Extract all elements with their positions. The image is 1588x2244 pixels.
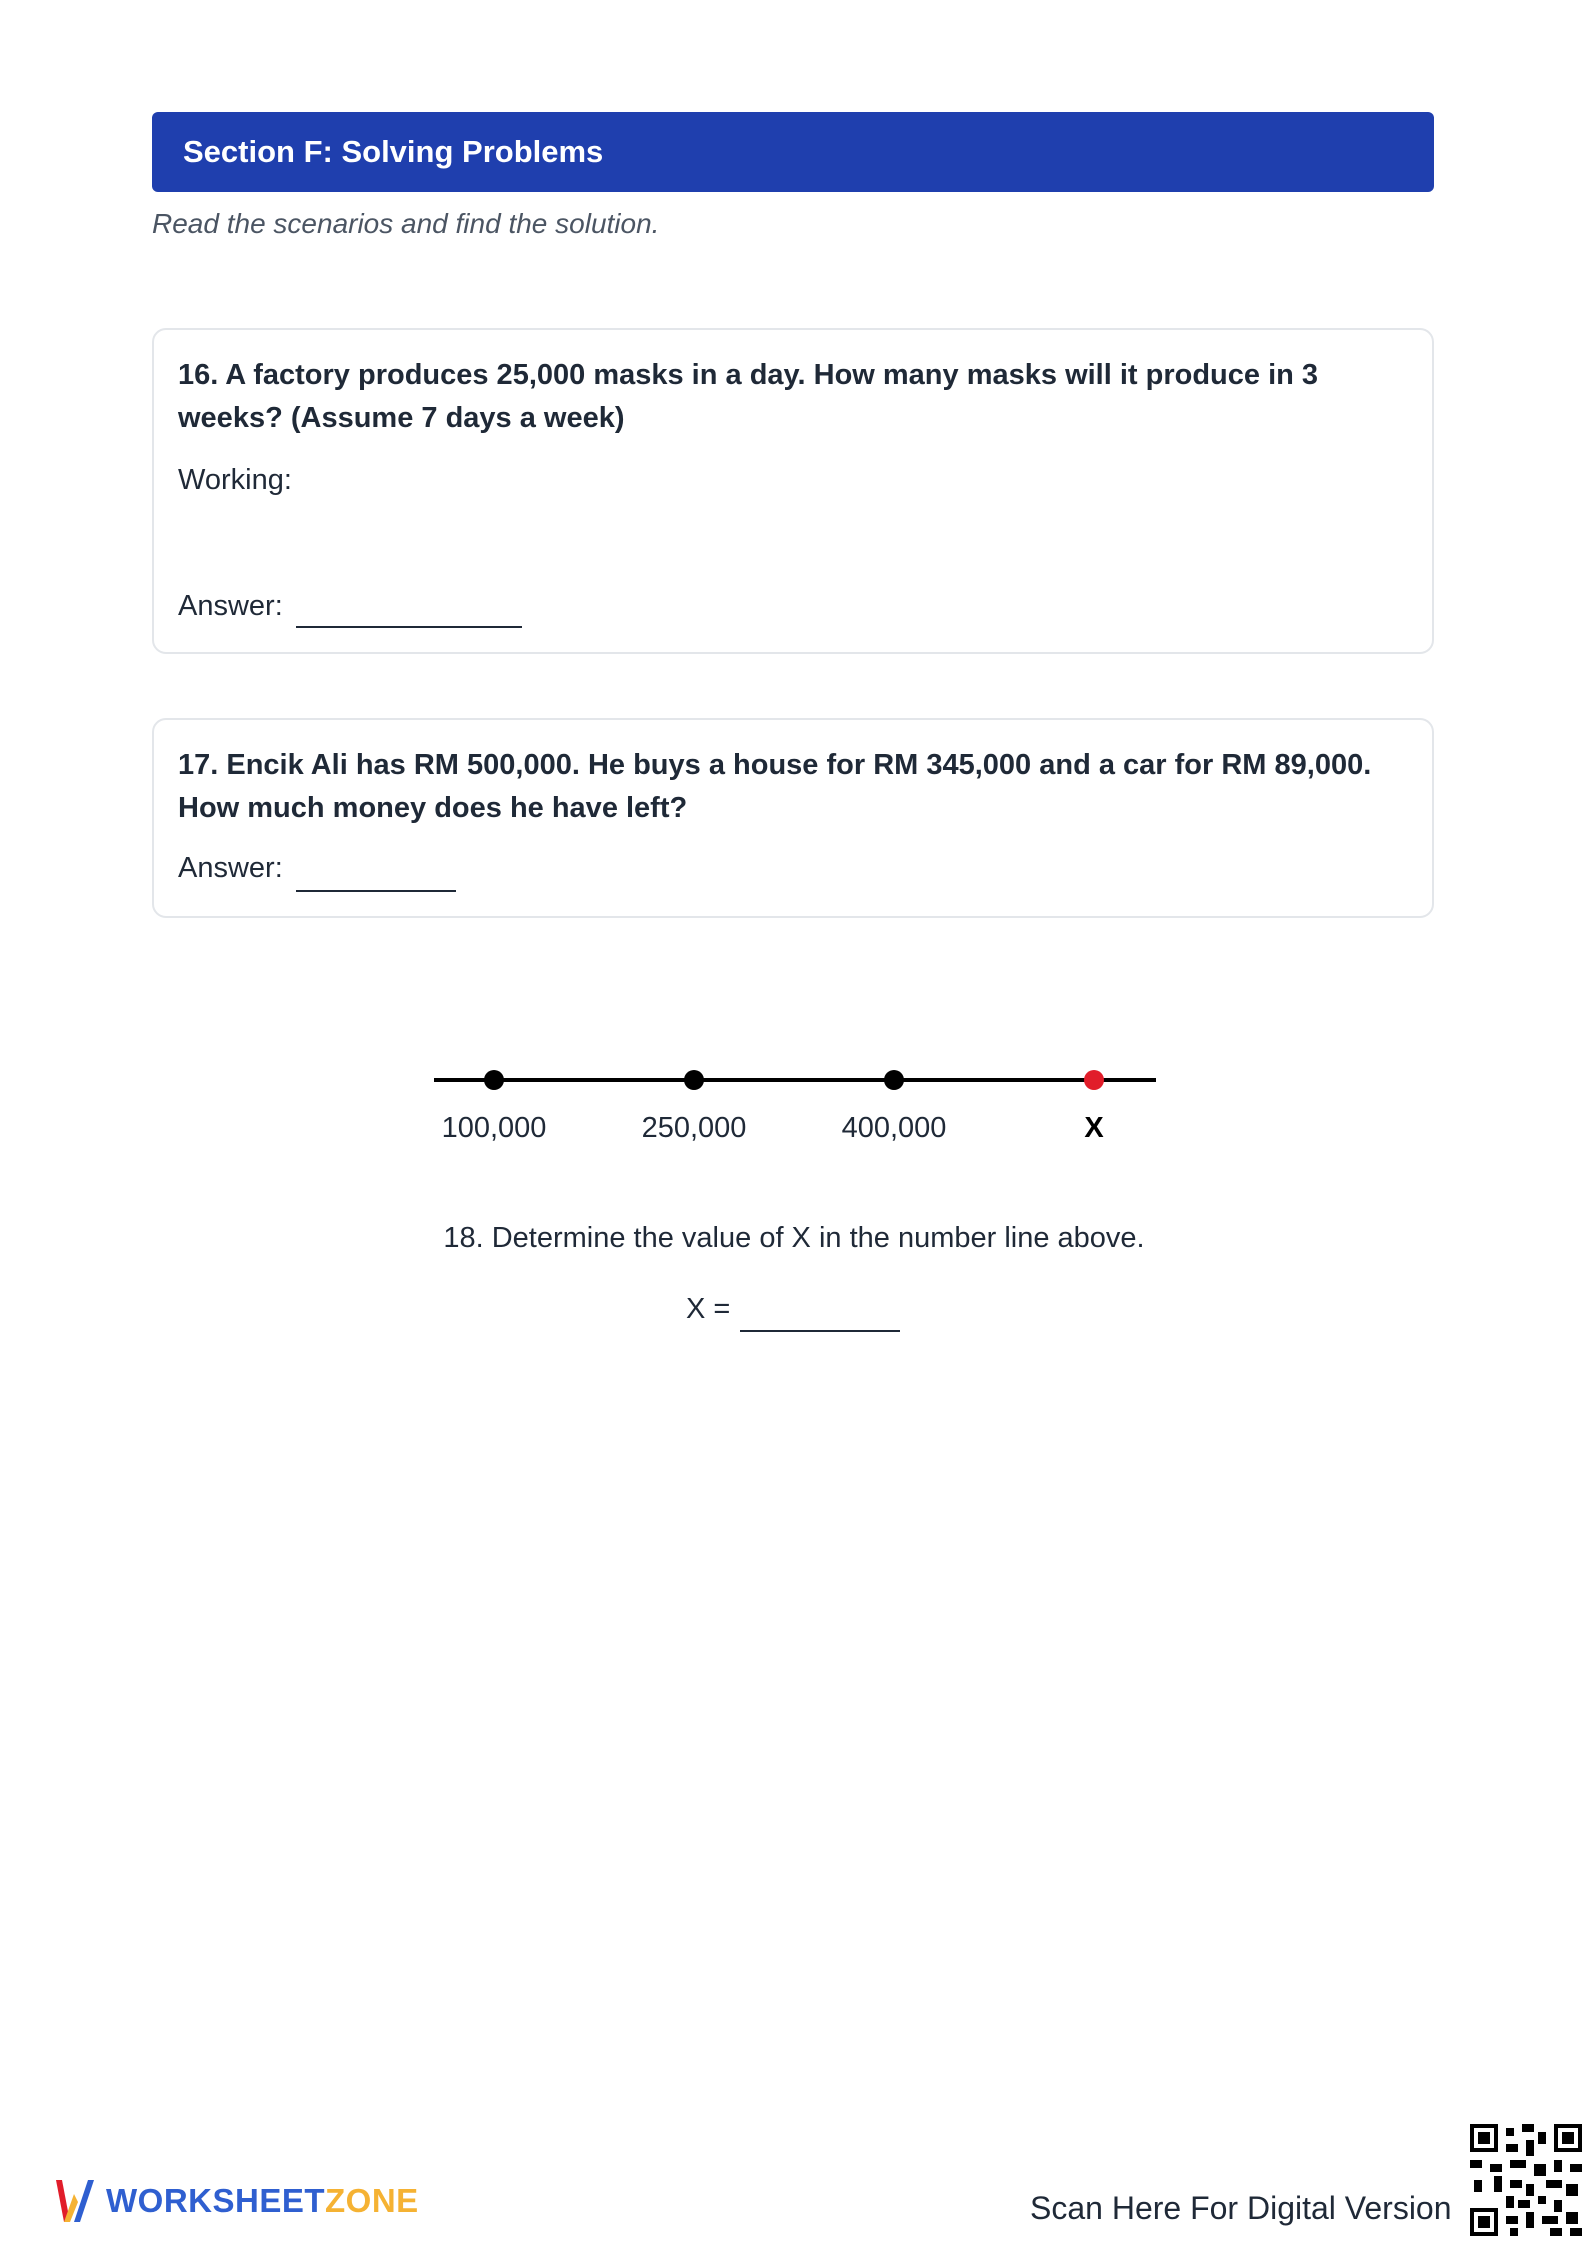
number-line-label-4: X (1084, 1112, 1104, 1144)
logo-icon (54, 2176, 94, 2226)
question-17-text: 17. Encik Ali has RM 500,000. He buys a house for RM 345,000 and a car for RM 89,000. How much money does he have left? (178, 749, 1372, 824)
number-line-point-3 (884, 1070, 904, 1090)
scan-text: Scan Here For Digital Version (1030, 2190, 1452, 2226)
number-line-point-2 (684, 1070, 704, 1090)
answer-18-line[interactable] (740, 1330, 900, 1332)
instructions-text: Read the scenarios and find the solution. (152, 208, 660, 239)
qr-code-icon[interactable] (1470, 2124, 1582, 2236)
worksheetzone-logo[interactable] (54, 2176, 419, 2226)
number-line-label-3: 400,000 (841, 1112, 947, 1144)
number-line-label-2: 250,000 (641, 1112, 747, 1144)
number-line-label-1: 100,000 (441, 1112, 547, 1144)
answer-label: Answer: (178, 590, 283, 622)
answer-label: Answer: (178, 852, 283, 884)
number-line-point-4 (1084, 1070, 1104, 1090)
section-title: Section F: Solving Problems (183, 134, 604, 169)
question-16-text: 16. A factory produces 25,000 masks in a day. How many masks will it produce in 3 weeks? (Assume 7 days a week) (178, 359, 1319, 434)
x-equals-label: X = (686, 1293, 731, 1325)
logo-text-part1: WORKSHEET (106, 2182, 325, 2219)
working-label: Working: (178, 464, 292, 496)
number-line-point-1 (484, 1070, 504, 1090)
question-18-text: 18. Determine the value of X in the number line above. (443, 1222, 1145, 1254)
logo-text-part2: ZONE (325, 2182, 419, 2219)
logo-text (106, 2182, 419, 2220)
